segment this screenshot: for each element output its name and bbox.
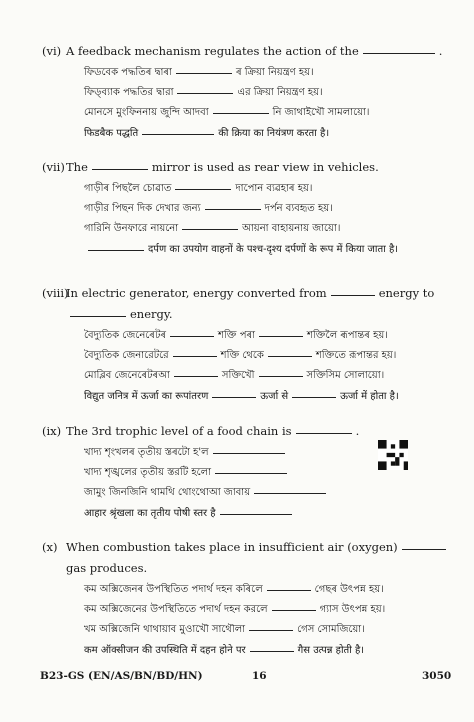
translation-bengali: ফিড্‌ব্যাক পদ্ধতির দ্বারা এর ক্রিয়া নিয়ন্ত্রণ হয়। — [84, 87, 323, 98]
answer-blank — [173, 356, 217, 357]
translation-assamese: গাড়ীৰ পিছলৈ চোৱাত দাপোন ব্যৱহাৰ হয়। — [84, 183, 313, 194]
answer-blank — [142, 134, 214, 135]
question-english: (vii) The mirror is used as rear view in vehicles. — [42, 160, 379, 174]
translation-bengali: বৈদ্যুতিক জেনারেটরে শক্তি থেকে শক্তিতে রূপান্তর হয়। — [84, 350, 397, 361]
question-english: (x) When combustion takes place in insufficient air (oxygen) — [66, 540, 461, 561]
translation-bengali: খাদ্য শৃঙ্খলের তৃতীয় স্তরটি হলো — [66, 465, 461, 485]
serial-number: 3050 — [422, 670, 452, 682]
answer-blank — [292, 397, 336, 398]
translation-bodo: মোব্লিব জেনেৰেটৰআ সক্তিখৌ সক্তিসিম সোলায়ো। — [84, 370, 385, 381]
question-vi — [42, 44, 461, 145]
answer-blank — [267, 590, 311, 591]
translation-assamese: ফিডবেক পদ্ধতিৰ দ্বাৰা ৰ ক্ৰিয়া নিয়ন্ত্ৰণ হয়। — [84, 67, 314, 78]
translation-bengali: কম অক্সিজেনের উপস্থিতিতে পদার্থ দহন করলে গ্যাস উৎপন্ন হয়। — [84, 604, 386, 615]
answer-blank — [213, 113, 269, 114]
answer-blank — [175, 189, 231, 190]
answer-blank — [296, 433, 352, 434]
answer-blank — [249, 630, 293, 631]
translation-assamese: খাদ্য শৃংখলৰ তৃতীয় স্তৰটো হ'ল — [66, 445, 461, 465]
paper-code: B23-GS (EN/AS/BN/BD/HN) — [40, 670, 203, 682]
translation-hindi: आहार श्रृंखला का तृतीय पोषी स्तर है — [66, 505, 461, 525]
translation-hindi: कम ऑक्सीजन की उपस्थिति में दहन होने पर गैस उत्पन्न होती है। — [84, 645, 365, 656]
answer-blank — [268, 356, 312, 357]
translation-hindi: फिडबैक पद्धति की क्रिया का नियंत्रण करता है। — [84, 128, 330, 139]
question-english: (vi) A feedback mechanism regulates the action of the . — [42, 44, 443, 58]
translation-bodo: গারিনি উনফারে নায়নো আয়না বাহায়নায় জায়ো। — [84, 223, 341, 234]
question-vii — [42, 160, 461, 261]
question-number: (ix) — [42, 424, 62, 438]
question-english: (ix) The 3rd trophic level of a food chain is . — [42, 424, 360, 438]
translation-bengali: গাড়ীর পিছন দিক দেখার জন্য দর্পন ব্যবহৃত হয়। — [84, 203, 333, 214]
question-x — [42, 540, 461, 662]
translation-bodo: জামুং জিনজিনি থামথি থোংথোআ জাবায় — [66, 485, 461, 505]
answer-blank — [182, 229, 238, 230]
qr-code — [378, 440, 408, 470]
question-english-cont: energy. — [66, 307, 461, 328]
answer-blank — [177, 93, 233, 94]
translation-hindi: दर्पण का उपयोग वाहनों के पश्च-दृश्य दर्पणों के रूप में किया जाता है। — [66, 241, 461, 261]
answer-blank — [176, 73, 232, 74]
question-number: (viii) — [42, 286, 69, 300]
question-viii — [42, 286, 461, 408]
answer-blank — [212, 397, 256, 398]
answer-blank — [363, 53, 435, 54]
translation-assamese: বৈদ্যুতিক জেনেৰেটৰ শক্তি পৰা শক্তিলৈ ৰূপান্তৰ হয়। — [84, 330, 388, 341]
answer-blank — [250, 651, 294, 652]
answer-blank — [205, 209, 261, 210]
question-number: (vii) — [42, 160, 65, 174]
translation-bodo: খম অক্সিজেনি থাথায়াব মুওাখৌ সাথৌলা গেস সোমজিয়ো। — [84, 624, 365, 635]
answer-blank — [254, 493, 326, 494]
question-number: (x) — [42, 540, 58, 554]
answer-blank — [259, 336, 303, 337]
page-number: 16 — [252, 670, 267, 682]
answer-blank — [259, 376, 303, 377]
translation-bodo: মোনসে মুংফিননায় জুন্দি আদবা নি জাথাইখৌ সামলায়ো। — [84, 107, 370, 118]
answer-blank — [213, 453, 285, 454]
answer-blank — [215, 473, 287, 474]
translation-hindi: विद्युत जनित्र में ऊर्जा का रूपांतरण ऊर्जा से ऊर्जा में होता है। — [84, 391, 399, 402]
question-number: (vi) — [42, 44, 62, 58]
answer-blank — [170, 336, 214, 337]
question-english-cont: gas produces. — [66, 561, 148, 575]
question-english: (viii) In electric generator, energy converted from energy to — [42, 286, 435, 300]
answer-blank — [272, 610, 316, 611]
answer-blank — [220, 514, 292, 515]
answer-blank — [92, 169, 148, 170]
translation-assamese: কম অক্সিজেনৰ উপস্থিতিত পদাৰ্থ দহন কৰিলে গেছৰ উৎপন্ন হয়। — [84, 584, 384, 595]
answer-blank — [88, 250, 144, 251]
answer-blank — [174, 376, 218, 377]
answer-blank — [402, 549, 446, 550]
answer-blank — [70, 316, 126, 317]
answer-blank — [331, 295, 375, 296]
